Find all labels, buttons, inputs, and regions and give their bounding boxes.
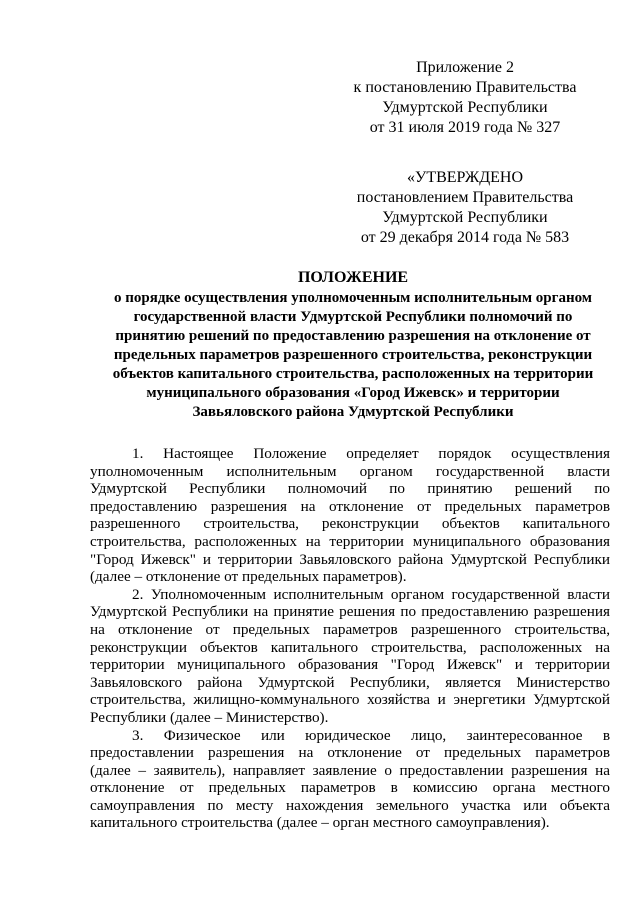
body-line: уполномоченным исполнительным органом государственной власти bbox=[90, 462, 610, 480]
title-line: государственной власти Удмуртской Республики полномочий по bbox=[133, 309, 573, 325]
approved-line: Удмуртской Республики bbox=[382, 209, 548, 226]
approved-block bbox=[335, 168, 595, 248]
document-body bbox=[90, 445, 610, 832]
body-line: 1. Настоящее Положение определяет порядок осуществления bbox=[132, 445, 610, 462]
title-line: Завьяловского района Удмуртской Республики bbox=[192, 404, 514, 420]
body-line: предоставлению разрешения на отклонение от предельных параметров bbox=[90, 497, 610, 515]
title-line: принятию решений по предоставлению разрешения на отклонение от bbox=[115, 328, 591, 344]
title-line: предельных параметров разрешенного строительства, реконструкции bbox=[113, 347, 593, 363]
body-line: разрешенного строительства, реконструкции объектов капитального bbox=[90, 515, 610, 533]
body-line: "Город Ижевск" и территории Завьяловского района Удмуртской Республики bbox=[90, 550, 610, 568]
title-line: объектов капитального строительства, расположенных на территории bbox=[112, 366, 594, 382]
body-line: (далее – заявитель), направляет заявление о предоставлении разрешения на bbox=[90, 761, 610, 779]
title-heading: ПОЛОЖЕНИЕ bbox=[297, 269, 409, 286]
approved-line: «УТВЕРЖДЕНО bbox=[406, 169, 523, 186]
document-title bbox=[88, 268, 618, 422]
body-line: 2. Уполномоченным исполнительным органом государственной власти bbox=[132, 585, 610, 603]
title-line: муниципального образования «Город Ижевск» и территории bbox=[146, 385, 560, 401]
body-line: капитального строительства (далее – орган местного самоуправления). bbox=[90, 814, 550, 832]
body-line: самоуправления по месту нахождения земельного участка или объекта bbox=[90, 796, 610, 814]
body-line: Удмуртской Республики на принятие решения по предоставлению разрешения bbox=[90, 603, 610, 621]
approved-line: от 29 декабря 2014 года № 583 bbox=[360, 229, 570, 246]
body-line: отклонение от предельных параметров в комиссию органа местного bbox=[90, 779, 610, 797]
appendix-line: Приложение 2 bbox=[416, 59, 514, 76]
approved-line: постановлением Правительства bbox=[356, 189, 574, 206]
body-line: территории муниципального образования "Город Ижевск" и территории bbox=[90, 656, 610, 674]
body-line: строительства, жилищно-коммунального хозяйства и энергетики Удмуртской bbox=[90, 691, 610, 709]
body-line: на отклонение от предельных параметров разрешенного строительства, bbox=[90, 620, 610, 638]
appendix-line: от 31 июля 2019 года № 327 bbox=[369, 119, 561, 136]
body-line: Республики (далее – Министерство). bbox=[90, 708, 329, 726]
title-line: о порядке осуществления уполномоченным исполнительным органом bbox=[113, 290, 593, 306]
body-line: предоставлении разрешения на отклонение от предельных параметров bbox=[90, 744, 610, 762]
appendix-line: Удмуртской Республики bbox=[382, 99, 548, 116]
body-line: 3. Физическое или юридическое лицо, заинтересованное в bbox=[132, 726, 610, 744]
body-line: реконструкции объектов капитального строительства, расположенных на bbox=[90, 638, 610, 656]
body-line: Завьяловского района Удмуртской Республики, является Министерство bbox=[90, 673, 610, 691]
body-line: (далее – отклонение от предельных параметров). bbox=[90, 568, 407, 586]
body-line: Удмуртской Республики полномочий по принятию решений по bbox=[90, 480, 610, 498]
appendix-block bbox=[335, 58, 595, 138]
body-line: строительства, расположенных на территории муниципального образования bbox=[90, 532, 610, 550]
appendix-line: к постановлению Правительства bbox=[353, 79, 577, 96]
